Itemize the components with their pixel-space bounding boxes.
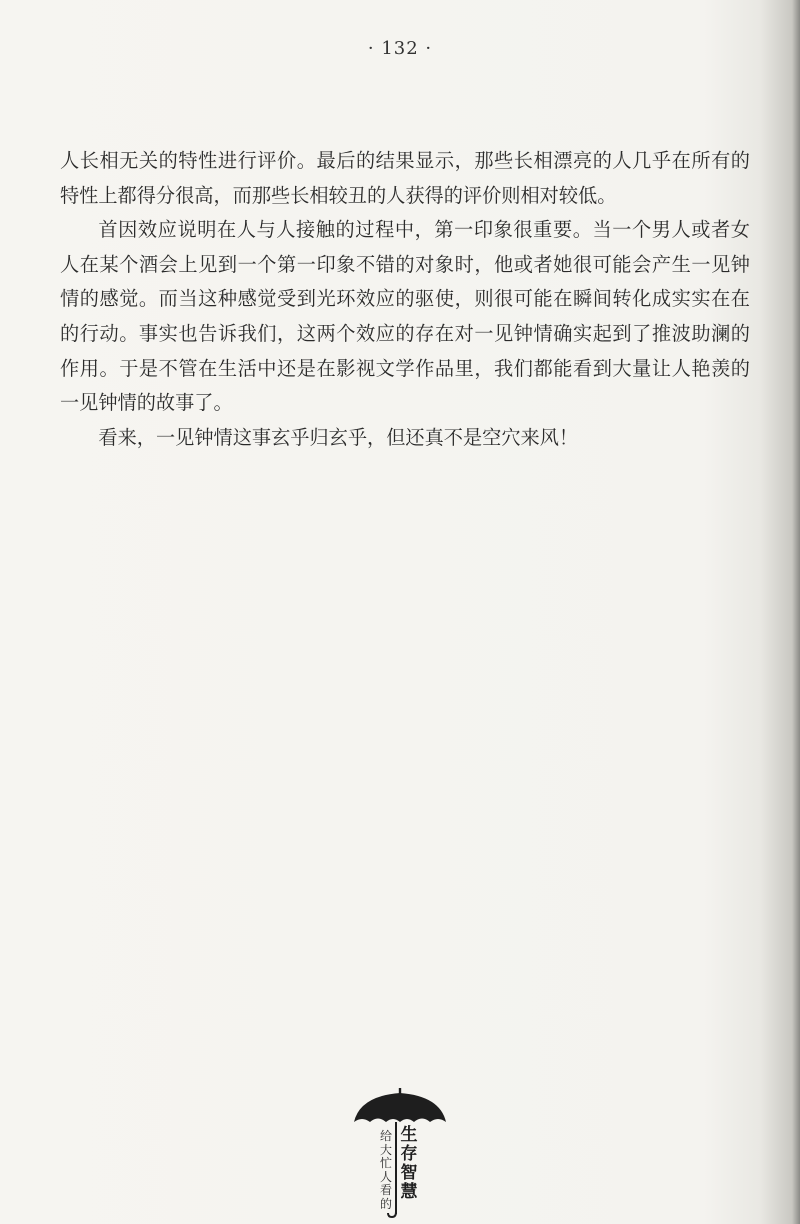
body-text [60,144,750,455]
paragraph-1: 人长相无关的特性进行评价。最后的结果显示，那些长相漂亮的人几乎在所有的特性上都得分很高，而那些长相较丑的人获得的评价则相对较低。 [60,149,750,207]
logo-main-text: 生存智慧 [400,1125,418,1202]
page-number: · 132 · [367,38,433,59]
paragraph-2: 首因效应说明在人与人接触的过程中，第一印象很重要。当一个男人或者女人在某个酒会上见到一个第一印象不错的对象时，他或者她很可能会产生一见钟情的感觉。而当这种感觉受到光环效应的驱使，则很可能在瞬间转化成实实在在的行动。事实也告诉我们，这两个效应的存在对一见钟情确实起到了推波助澜的作用。于是不管在生活中还是在影视文学作品里，我们都能看到大量让人艳羡的一见钟情的故事了。 [60,218,750,415]
logo-sub-text: 给大忙人看的 [379,1129,392,1211]
series-logo [350,1088,450,1218]
paragraph-3: 看来，一见钟情这事玄乎归玄乎，但还真不是空穴来风！ [98,425,579,449]
